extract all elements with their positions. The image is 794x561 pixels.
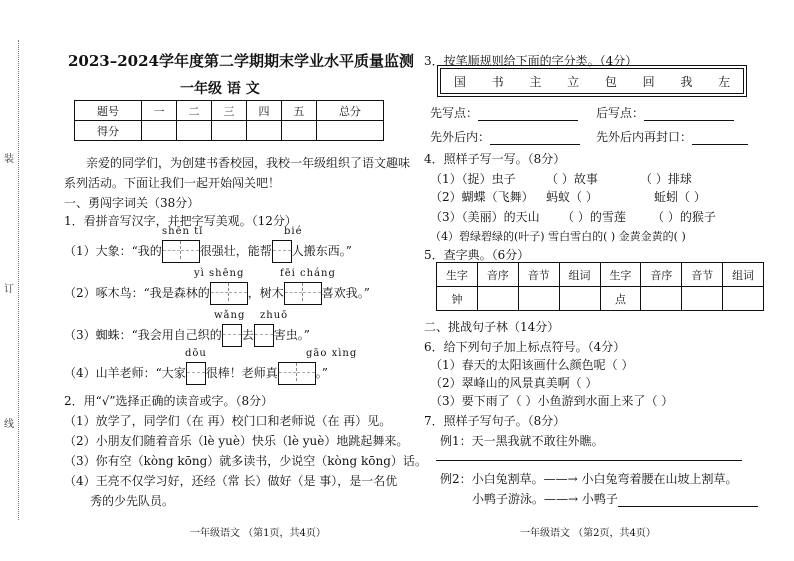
fill-line-3 [64,324,310,347]
q3-row-2b [596,128,748,145]
q4-2b: 蚂蚁（ ） [546,190,598,204]
char-item: 我 [680,74,693,89]
binding-mark-bot: 线 [4,419,14,430]
tianzige-box[interactable] [284,282,322,305]
q1-2-text-a: （2）啄木鸟：“我是森林的 [64,286,210,300]
pinyin-3b: zhuō [260,310,289,321]
char-item: 左 [718,74,731,89]
char-item: 主 [529,74,542,89]
answer-line[interactable] [644,120,734,121]
q4-3c: （ ）的猴子 [652,210,716,224]
q4-3a: （3）（美丽）的天山 [430,210,540,224]
q1-4-text-b: 很棒！老师真 [205,366,278,380]
intro-line-2: 系列活动。下面让我们一起开始闯关吧！ [64,176,281,190]
question-1: 1．看拼音写汉字，并把字写美观。（12分） [64,214,297,228]
q3-label-c: 先外后内： [430,130,491,144]
binding-mark-mid: 订 [4,284,14,295]
fill-line-4 [64,362,328,385]
q1-4-text-c: 。” [315,366,328,380]
dict-cell[interactable] [477,287,518,311]
dict-cell[interactable] [682,287,723,311]
score-cell[interactable] [177,121,212,141]
dict-header: 音节 [682,263,723,287]
intro-line-1: 亲爱的同学们，为创建书香校园，我校一年级组织了语文趣味 [86,156,411,170]
question-7: 7．照样子写句子。（8分） [424,414,566,428]
dict-header: 组词 [723,263,764,287]
tianzige-box[interactable] [186,362,206,385]
q2-item-1: （1）放学了，同学们（在 再）校门口和老师说（在 再）见。 [64,414,392,428]
q3-row-2 [430,128,580,145]
question-5: 5．查字典。（6分） [424,248,530,262]
q1-3-text-c: 害虫。” [273,328,310,342]
pinyin-3a: wǎng [214,310,246,321]
tianzige-box[interactable] [272,240,292,263]
dict-char: 点 [600,287,641,311]
question-4: 4．照样子写一写。（8分） [424,152,566,166]
char-box [440,68,744,94]
score-header: 一 [142,101,177,121]
question-3: 3．按笔顺规则给下面的字分类。（4分） [424,54,638,68]
char-item: 回 [642,74,655,89]
score-cell[interactable] [211,121,246,141]
pinyin-4b: gāo xìng [306,348,358,359]
question-6: 6．给下列句子加上标点符号。（4分） [424,340,626,354]
q6-2: （2）翠峰山的风景真美啊（ ） [430,376,598,390]
score-header: 二 [177,101,212,121]
q3-row-1 [430,104,578,121]
pinyin-2b: fēi cháng [280,268,336,279]
q2-item-4a: （4）王亮不仅学习好，还经（常 长）做好（是 事），是一名优 [64,474,398,488]
pinyin-2a: yì shēng [194,268,245,279]
section-2-title: 二、挑战句子林（14分） [424,320,560,334]
example-1: 例1：天一黑我就不敢往外瞧。 [440,434,604,448]
dict-cell[interactable] [723,287,764,311]
q4-2c: 蚯蚓（ ） [654,190,706,204]
q1-2-text-b: ，树木 [247,286,284,300]
dict-cell[interactable] [641,287,682,311]
q6-1: （1）春天的太阳该画什么颜色呢（ ） [430,358,634,372]
example-2: 例2：小白兔割草。——→ 小白兔弯着腰在山坡上割草。 [440,472,738,486]
binding-dotted-line [18,40,19,520]
pinyin-1a: shēn tǐ [162,226,204,237]
dict-cell[interactable] [518,287,559,311]
dict-header: 音节 [518,263,559,287]
binding-mark-top: 装 [4,154,14,165]
example-2b [472,490,758,507]
score-cell[interactable] [246,121,281,141]
dict-cell[interactable] [559,287,600,311]
char-item: 书 [491,74,504,89]
dict-header: 组词 [559,263,600,287]
char-item: 国 [453,74,466,89]
score-cell[interactable] [142,121,177,141]
dict-header: 生字 [437,263,478,287]
q4-1a: （1）（捉）虫子 [430,172,516,186]
tianzige-box[interactable] [222,324,242,347]
char-item: 立 [567,74,580,89]
pinyin-1b: bié [284,226,303,237]
score-cell[interactable] [281,121,316,141]
dict-header: 音序 [641,263,682,287]
tianzige-box[interactable] [254,324,274,347]
answer-line[interactable] [478,120,578,121]
page-footer-right: 一年级语文 （第2页，共4页） [520,528,656,539]
q4-2a: （2）蝴蝶（飞舞） [430,190,534,204]
score-row-label: 得分 [75,121,142,141]
q3-label-b: 后写点： [596,106,645,120]
q2-item-2: （2）小朋友们随着音乐（lè yuè）快乐（lè yuè）地跳起舞来。 [64,434,409,448]
tianzige-box[interactable] [278,362,316,385]
q2-item-4b: 秀的少先队员。 [90,494,175,508]
dict-header: 生字 [600,263,641,287]
q1-2-text-c: 喜欢我。” [321,286,370,300]
example-2b-text: 小鸭子游泳。——→ 小鸭子 [472,492,618,506]
answer-line[interactable] [490,144,580,145]
q1-1-text-a: （1）大象：“我的 [64,244,162,258]
pinyin-4a: dōu [185,348,207,359]
answer-line[interactable] [618,506,758,507]
q2-item-3: （3）你有空（kòng kōng）就多读书，少说空（kòng kōng）话。 [64,454,427,468]
score-header: 题号 [75,101,142,121]
q6-3: （3）要下雨了（ ）小鱼游到水面上来了（ ） [430,394,674,408]
q4-4: （4）碧绿碧绿的(叶子) 雪白雪白的( ) 金黄金黄的( ) [430,230,686,243]
score-cell[interactable] [316,121,383,141]
q1-4-text-a: （4）山羊老师：“大家 [64,366,186,380]
fill-line-1 [64,240,352,263]
fill-line-2 [64,282,370,305]
score-table [74,100,384,141]
q1-1-text-c: 人搬东西。” [291,244,352,258]
q3-label-d: 先外后内再封口： [596,130,693,144]
dict-char: 钟 [437,287,478,311]
answer-line[interactable] [692,144,748,145]
score-header: 总分 [316,101,383,121]
q1-1-text-b: 很强壮，能帮 [199,244,272,258]
dict-header: 音序 [477,263,518,287]
question-2: 2．用“√”选择正确的读音或字。（8分） [64,394,274,408]
section-1-title: 一、勇闯字词关（38分） [64,196,200,210]
answer-line[interactable] [436,460,742,461]
tianzige-box[interactable] [162,240,200,263]
score-header: 四 [246,101,281,121]
tianzige-box[interactable] [210,282,248,305]
exam-subtitle: 一年级 语 文 [180,81,260,97]
score-header: 三 [211,101,246,121]
q4-3b: （ ）的雪莲 [562,210,626,224]
q3-row-1b [596,104,734,121]
q1-3-text-b: 去 [241,328,254,342]
page-footer-left: 一年级语文 （第1页，共4页） [190,528,326,539]
q3-label-a: 先写点： [430,106,479,120]
exam-title: 2023–2024学年度第二学期期末学业水平质量监测 [68,52,414,70]
dictionary-table [436,262,764,311]
char-item: 包 [604,74,617,89]
q1-3-text-a: （3）蜘蛛：“我会用自己织的 [64,328,222,342]
q4-1c: （ ）排球 [640,172,692,186]
q4-1b: （ ）故事 [546,172,598,186]
score-header: 五 [281,101,316,121]
